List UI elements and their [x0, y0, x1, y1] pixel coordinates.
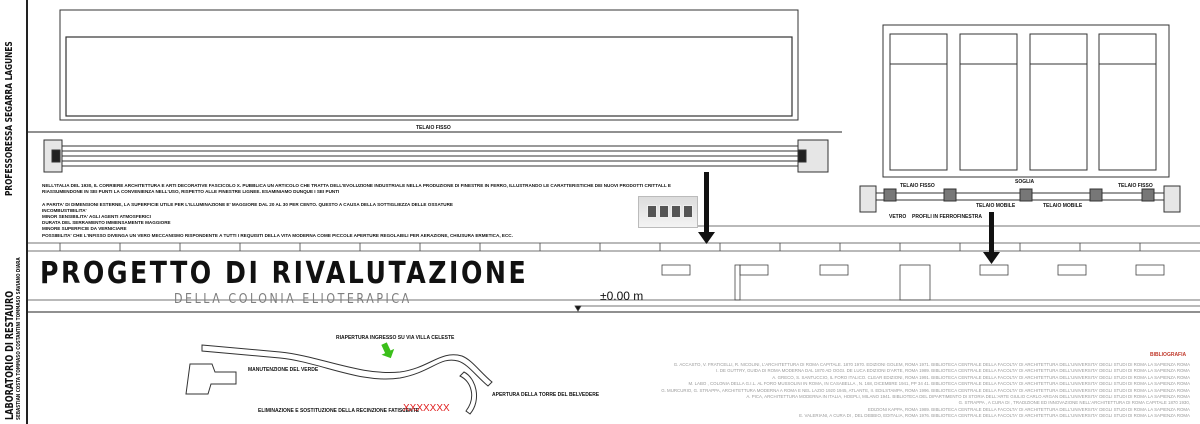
label-telaio-fisso-right-b: TELAIO FISSO	[1118, 183, 1153, 189]
note-line: POSSIBILITA' CHE L'INFISSO DIVENGA UN VERO MECCANISMO RISPONDENTE A TUTTI I REQUISITI DELLA VITA MODERNA COME PICCOLE APERTURE REGOLABILI PER AERAZIONE, CHIUSURA ERMETICA, ECC.	[42, 232, 513, 238]
bibliography-entry: G. ACCASTO, V. FRATICELLI, R. NICOLINI, L'ARCHITETTURA DI ROMA CAPITALE. 1870 1970. EDIZIONI GOLEM, ROMA 1971. BIBLIOTECA CENTRALE DELLA FACOLTA' DI ARCHITETTURA DELL'UNIVERSITA' DEGLI STUDI DI ROMA LA SAPIENZA ROMA	[673, 362, 1190, 367]
note-line: MINORE SUPERFICIE DA VERNICIARE	[42, 226, 127, 232]
bibliography-entry: M. LABO , COLONIA DELLA G.I.L. AL FORO MUSSOLINI IN ROMA, IN CASABELLA , N. 168, DICEMBRE 1941, PP 34 41. BIBLIOTECA CENTRALE DELLA FACOLTA' DI ARCHITETTURA DELL'UNIVERSITA' DEGLI STUDI DI ROMA LA SAPIENZA ROMA	[688, 381, 1190, 387]
page-subtitle: DELLA COLONIA ELIOTERAPICA	[174, 292, 412, 307]
note-line: NELL'ITALIA DEL 1930, IL CORRIERE ARCHITETTURA E ARTI DECORATIVE FASCICOLO X. PUBBLICA UN ARTICOLO CHE TRATTA DELL'EVOLUZIONE INDUSTRIALE NELLA PRODUZIONE DI FINESTRE IN FERRO, ILLUSTRANDO LE CARATTERISTICHE DEI NUOVI PRODOTTI CRITTALL E	[42, 183, 671, 188]
down-arrow-left	[698, 172, 715, 244]
note-line: MINOR SENSIBILITA' AGLI AGENTI ATMOSFERICI	[42, 214, 151, 220]
authors-label: SEBASTIAN COSTA TOMMASO COSTANTINI TOMMASO SAVIANO DIARA	[16, 257, 22, 420]
bibliography-entry: A. PICA, ARCHITETTURA MODERNA IN ITALIA, HOEPLI, MILANO 1941. BIBLIOTECA DEL DIPARTIMENTO DI STORIA DELL'ARTE GIULIO CARLO ARGAN DELL'UNIVERSITA' DEGLI STUDI DI ROMA LA SAPIENZA ROMA	[746, 394, 1190, 400]
note-line: RIASSUMENDONE IN SEI PUNTI LA CONVENIENZA NELL'USO, RISPETTO ALLE FINESTRE LIGNEE. ESAMINIAMO DUNQUE I SEI PUNTI	[42, 189, 340, 195]
level-marker: ±0.00 m	[600, 289, 644, 303]
label-telaio-fisso: TELAIO FISSO	[416, 125, 451, 131]
label-eliminazione-recinzione: ELIMINAZIONE E SOSTITUZIONE DELLA RECINZIONE FATISCENTE	[258, 408, 420, 414]
window-elevation-left	[60, 10, 798, 120]
label-telaio-mobile-b: TELAIO MOBILE	[1043, 203, 1083, 209]
label-telaio-mobile-a: TELAIO MOBILE	[976, 203, 1016, 209]
label-telaio-fisso-right-a: TELAIO FISSO	[900, 183, 935, 189]
bibliography-entry: EDIZIONI KAPPA, ROMA 1989. BIBLIOTECA CENTRALE DELLA FACOLTA' DI ARCHITETTURA DELL'UNIVERSITA' DEGLI STUDI DI ROMA LA SAPIENZA ROMA	[867, 406, 1190, 412]
down-arrow-right	[983, 212, 1000, 264]
laboratory-label: LABORATORIO DI RESTAURO	[3, 290, 16, 420]
label-manutenzione-verde: MANUTENZIONE DEL VERDE	[248, 367, 319, 373]
bibliography-entry: G. MURCURIO, G. STRAPPA, ARCHITETTURA MODERNA A ROMA E NEL LAZIO 1920 1945, ATLANTE, II. EDILSTAMPA, ROMA 1996. BIBLIOTECA CENTRALE DELLA FACOLTA' DI ARCHITETTURA DELL'UNIVERSITA' DEGLI STUDI DI ROMA LA SAPIENZA ROMA	[661, 387, 1190, 393]
label-soglia: SOGLIA	[1015, 179, 1035, 185]
entrance-arrow-icon	[378, 341, 397, 361]
note-line: A PARITA' DI DIMENSIONI ESTERNE, LA SUPERFICIE UTILE PER L'ILLUMINAZIONE E' MAGGIORE DAL 20 AL 30 PER CENTO. QUESTO A CAUSA DELLA SOTTIGLIEZZA DELLE OSSATURE	[42, 201, 453, 207]
photo-window	[647, 205, 657, 218]
fence-x-marks: XXXXXXX	[403, 403, 450, 414]
bibliography-title: BIBLIOGRAFIA	[1150, 352, 1187, 358]
bibliography-entry: I. DE GUTTRY, GUIDA DI ROMA MODERNA DAL 1870 AD OGGI. DE LUCA EDIZIONI D'ARTE, ROMA 1989. BIBLIOTECA CENTRALE DELLA FACOLTA' DI ARCHITETTURA DELL'UNIVERSITA' DEGLI STUDI DI ROMA LA SAPIENZA ROMA	[716, 368, 1190, 374]
page-title: PROGETTO DI RIVALUTAZIONE	[40, 256, 529, 291]
professor-label: PROFESSORESSA SEGARRA LAGUNES	[4, 41, 15, 196]
window-elevation-right	[883, 25, 1169, 177]
bibliography-entry: E. VALERIANI, A CURA DI , DEL DEBBIO, EDITALIA, ROMA 1976. BIBLIOTECA CENTRALE DELLA FACOLTA' DI ARCHITETTURA DELL'UNIVERSITA' DEGLI STUDI DI ROMA LA SAPIENZA ROMA	[799, 413, 1190, 419]
notes-block	[42, 183, 671, 239]
photo-window	[683, 205, 693, 218]
label-profili: PROFILI IN FERROFINESTRA	[912, 214, 982, 220]
note-line: INCOMBUSTIBILITA'	[42, 207, 87, 213]
photo-window	[659, 205, 669, 218]
photo-window	[671, 205, 681, 218]
bibliography-list	[600, 362, 1190, 420]
label-riapertura-ingresso: RIAPERTURA INGRESSO SU VIA VILLA CELESTE	[336, 335, 455, 341]
historic-photo-thumbnail	[638, 196, 698, 228]
note-line: DURATA DEL SERRAMENTO IMMENSAMENTE MAGGIORE	[42, 220, 171, 226]
label-apertura-torre: APERTURA DELLA TORRE DEL BELVEDERE	[492, 392, 600, 398]
bibliography-entry: G. STRAPPA , A CURA DI , TRADIZIONE ED INNOVAZIONE NELL'ARCHITETTURA DI ROMA CAPITALE 1870 1930,	[958, 400, 1190, 406]
window-section-left	[44, 140, 828, 172]
label-vetro: VETRO	[889, 214, 907, 220]
bibliography-entry: A. GRECO, S. SANTUCCIO, IL FORO ITALICO. CLEAR EDIZIONI, ROMA 1991. BIBLIOTECA CENTRALE DELLA FACOLTA' DI ARCHITETTURA DELL'UNIVERSITA' DEGLI STUDI DI ROMA LA SAPIENZA ROMA	[772, 374, 1190, 380]
